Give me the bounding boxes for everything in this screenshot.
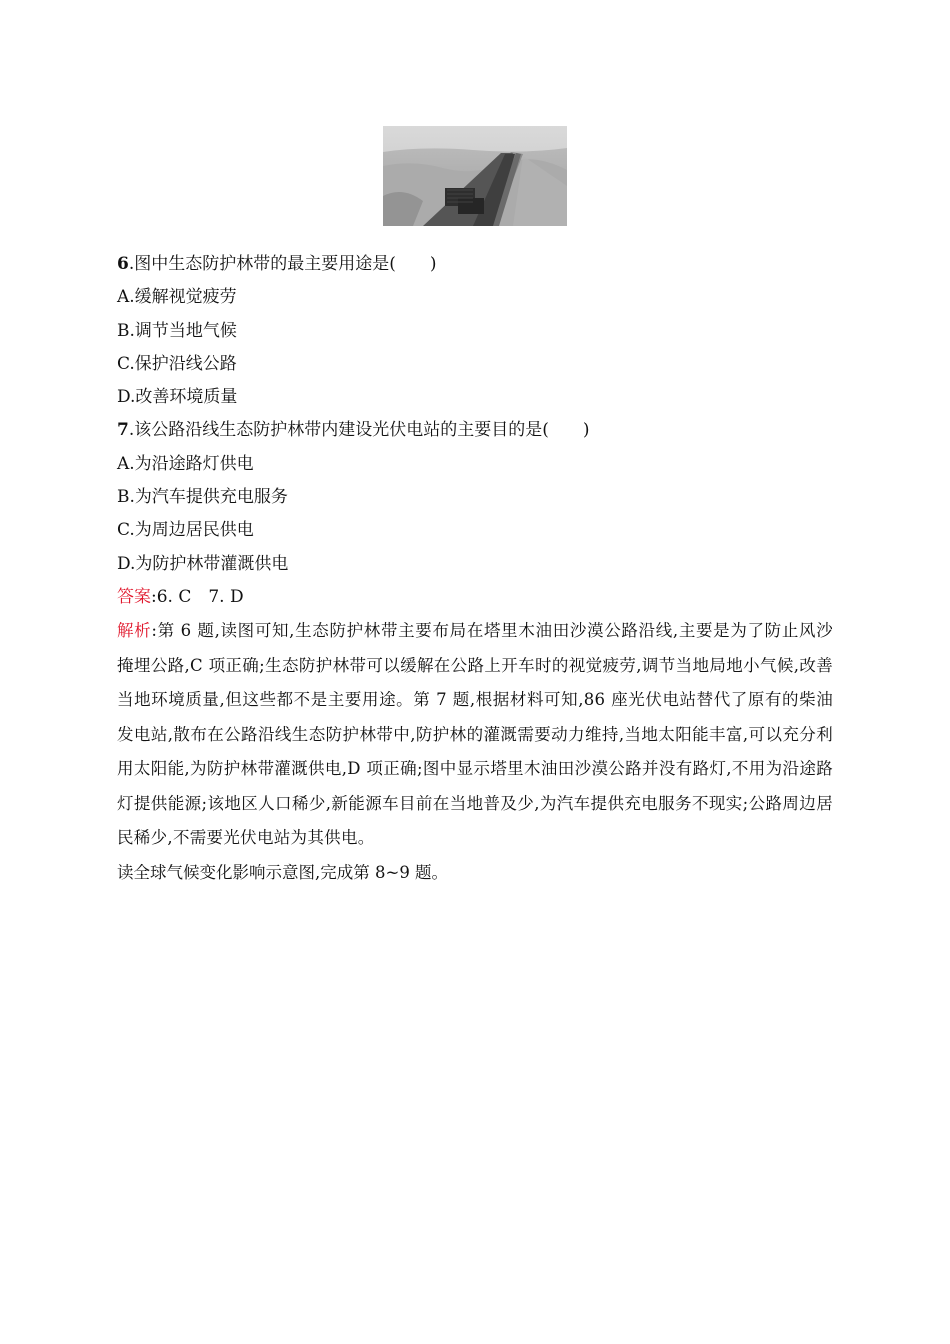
q7-option-a: A.为沿途路灯供电 [117, 453, 254, 474]
q6-option-d: D.改善环境质量 [117, 387, 238, 408]
analysis-paragraph [117, 614, 833, 856]
next-section-intro: 读全球气候变化影响示意图,完成第 8~9 题。 [117, 862, 449, 882]
question-6-stem: 6.图中生态防护林带的最主要用途是( ) [117, 254, 437, 274]
desert-road-photo [383, 126, 567, 226]
analysis-label: 解析 [117, 621, 152, 641]
q6-option-b: B.调节当地气候 [117, 320, 237, 341]
analysis-text: :第 6 题,读图可知,生态防护林带主要布局在塔里木油田沙漠公路沿线,主要是为了防止风沙掩埋公路,C 项正确;生态防护林带可以缓解在公路上开车时的视觉疲劳,调节当地局地小气候,改善当地环境质量,但这些都不是主要用途。第 7 题,根据材料可知,86 座光伏电站替代了原有的柴油发电站,散布在公路沿线生态防护林带中,防护林的灌溉需要动力维持,当地太阳能丰富,可以充分利用太阳能,为防护林带灌溉供电,D 项正确;图中显示塔里木油田沙漠公路并没有路灯,不用为沿途路灯提供能源;该地区人口稀少,新能源车目前在当地普及少,为汽车提供充电服务不现实;公路周边居民稀少,不需要光伏电站为其供电。 [117, 621, 834, 848]
answer-line [117, 581, 833, 614]
question-number: 7 [117, 420, 129, 441]
answer-text: :6. C 7. D [151, 586, 244, 607]
q7-option-c: C.为周边居民供电 [117, 520, 254, 541]
question-7-stem: 7.该公路沿线生态防护林带内建设光伏电站的主要目的是( ) [117, 420, 590, 441]
answer-label: 答案 [117, 586, 151, 607]
q6-option-c: C.保护沿线公路 [117, 353, 237, 374]
q6-option-a: A.缓解视觉疲劳 [117, 287, 237, 308]
q7-option-b: B.为汽车提供充电服务 [117, 487, 288, 508]
question-number: 6 [117, 254, 129, 274]
q7-option-d: D.为防护林带灌溉供电 [117, 553, 289, 574]
